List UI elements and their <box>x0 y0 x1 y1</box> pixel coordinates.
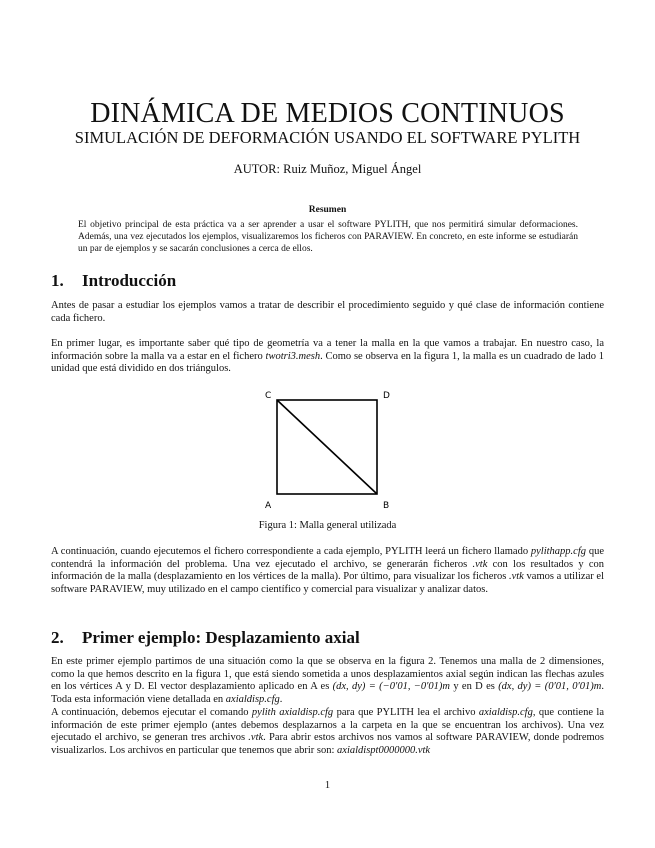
text-span: vamos a utilizar el software PARAVIEW, muy utilizado en el campo científico y comercial para visualizar y analizar datos. <box>51 571 605 596</box>
abstract-heading: Resumen <box>308 205 347 215</box>
filename-mesh: twotri3.mesh <box>265 350 321 362</box>
filename-axialdisp: axialdisp.cfg <box>225 694 280 706</box>
section-1-number: 1. <box>51 271 64 290</box>
figure-1-mesh-diagram <box>255 385 405 515</box>
vertex-label-a: A <box>265 501 272 511</box>
mesh-diagonal <box>277 400 377 494</box>
vertex-label-b: B <box>383 501 390 511</box>
vertex-label-d: D <box>383 391 390 401</box>
text-span: A continuación, cuando ejecutemos el fichero correspondiente a cada ejemplo, PYLITH leerá un fichero llamado <box>51 546 531 557</box>
text-span: A continuación, debemos ejecutar el comando <box>51 706 252 718</box>
text-span: . Para abrir estos archivos nos vamos al software PARAVIEW, donde podremos visualizarlos. Los archivos en particular que tenemos que abrir son: <box>51 732 604 756</box>
section-1-paragraph-3 <box>51 546 604 597</box>
vertex-label-c: C <box>265 391 272 401</box>
text-span: y en D es <box>450 681 499 693</box>
extension-vtk: .vtk <box>248 732 264 744</box>
filename-output-vtk: axialdispt0000000.vtk <box>337 744 431 756</box>
equation-displacement-a: (dx, dy) = (−0′01, −0′01)m <box>332 681 450 693</box>
text-span: con los resultados y con información de la malla (desplazamiento en los vértices de la malla). Por último, para visualizar los ficheros <box>51 558 604 583</box>
text-span: . Toda esta información viene detallada en <box>51 681 604 706</box>
section-2-heading <box>51 628 360 648</box>
text-span: En este primer ejemplo partimos de una situación como la que se observa en la figura 2. Tenemos una malla de 2 dimensiones, como la que hemos descrito en la figura 1, que está siendo sometida a unos desplazamientos axial según indican las flechas azules en los vértices A y D. El vector desplazamiento aplicado en A es <box>51 656 604 693</box>
document-subtitle: SIMULACIÓN DE DEFORMACIÓN USANDO EL SOFTWARE PYLITH <box>74 128 581 147</box>
figure-1-caption: Figura 1: Malla general utilizada <box>258 520 397 531</box>
section-1-paragraph-1: Antes de pasar a estudiar los ejemplos vamos a tratar de describir el procedimiento seguido y qué clase de información contiene cada fichero. <box>51 300 604 324</box>
text-span: . Como se observa en la figura 1, la malla es un cuadrado de lado 1 unidad que está dividido en dos triángulos. <box>51 350 604 375</box>
filename-pylithapp: pylithapp.cfg <box>530 546 587 557</box>
author-line: AUTOR: Ruiz Muñoz, Miguel Ángel <box>233 162 422 176</box>
text-span: que contendrá la información del problema. Una vez ejecutado el archivo, se generarán ficheros <box>51 546 604 570</box>
extension-vtk: .vtk <box>472 558 488 570</box>
extension-vtk: .vtk <box>508 571 524 583</box>
section-2-title: Primer ejemplo: Desplazamiento axial <box>82 628 360 647</box>
text-span: . <box>279 694 283 706</box>
filename-axialdisp: axialdisp.cfg <box>478 706 533 718</box>
text-span: para que PYLITH lea el archivo <box>333 706 479 718</box>
document-title: DINÁMICA DE MEDIOS CONTINUOS <box>90 98 565 129</box>
section-1-title: Introducción <box>82 271 177 290</box>
abstract-text: El objetivo principal de esta práctica va a ser aprender a usar el software PYLITH, que nos permitirá simular deformaciones. Además, una vez ejecutados los ejemplos, visualizaremos los ficheros con PARAVIEW. En concreto, en este informe se estudiarán un par de ejemplos y se sacarán conclusiones a cerca de ellos. <box>78 220 578 254</box>
command-pylith: pylith axialdisp.cfg <box>251 706 334 718</box>
text-span: En primer lugar, es importante saber qué tipo de geometría va a tener la malla en la que vamos a trabajar. En nuestro caso, la información sobre la malla va a estar en el fichero <box>51 338 604 362</box>
section-2-paragraph-1 <box>51 656 604 758</box>
section-2-number: 2. <box>51 628 64 647</box>
page-number: 1 <box>324 780 331 791</box>
equation-displacement-d: (dx, dy) = (0′01, 0′01)m <box>498 681 602 693</box>
text-span: , que contiene la información de este primer ejemplo (antes debemos desplazarnos a la carpeta en la que se encuentran los archivos). Una vez ejecutado el archivo, se generan tres archivos <box>51 706 604 744</box>
section-1-paragraph-2 <box>51 338 604 376</box>
section-1-heading <box>51 271 176 291</box>
